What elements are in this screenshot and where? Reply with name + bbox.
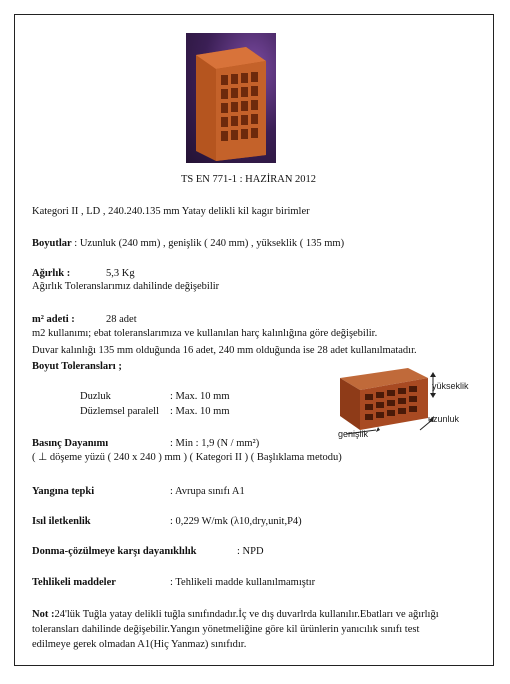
compression-value: : Min : 1,9 (N / mm²) (170, 438, 260, 449)
hazard-label: Tehlikeli maddeler (32, 577, 116, 588)
dimensions-line (32, 237, 344, 250)
parallel-value: : Max. 10 mm (170, 406, 230, 417)
count-line-2: Duvar kalınlığı 135 mm olduğunda 16 adet, 240 mm olduğunda ise 28 adet kullanılmatadır. (32, 345, 417, 356)
compression-detail: ( ⊥ döşeme yüzü ( 240 x 240 ) mm ) ( Kategori II ) ( Başlıklama metodu) (32, 452, 342, 463)
note-label: Not : (32, 609, 55, 620)
note-line-1 (32, 608, 439, 621)
freeze-label: Donma-çözülmeye karşı dayanıklılık (32, 546, 197, 557)
standard-title: TS EN 771-1 : HAZİRAN 2012 (181, 174, 317, 185)
weight-value: 5,3 Kg (106, 268, 135, 279)
height-label: yükseklik (432, 381, 469, 391)
note-line-3: edilmeye gerek olmadan A1(Hiç Yanmaz) sınıfıdır. (32, 639, 247, 650)
flatness-value: : Max. 10 mm (170, 391, 230, 402)
fire-value: : Avrupa sınıfı A1 (170, 486, 245, 497)
width-label: genişlik (338, 429, 369, 439)
dimensions-label: Boyutlar (32, 238, 72, 249)
category-line: Kategori II , LD , 240.240.135 mm Yatay delikli kil kagır birimler (32, 206, 310, 217)
length-label: uzunluk (428, 414, 460, 424)
thermal-value: : 0,229 W/mk (λ10,dry,unit,P4) (170, 516, 302, 527)
thermal-label: Isıl iletkenlik (32, 516, 91, 527)
note-line-2: toleransları dahilinde değişebilir.Yangın yönetmeliğine göre kil ürünlerin yanıcılık sınıfı test (32, 624, 420, 635)
weight-label: Ağırlık : (32, 268, 71, 279)
flatness-label: Duzluk (80, 391, 111, 402)
compression-label: Basınç Dayanımı (32, 438, 109, 449)
note-text-1: 24'lük Tuğla yatay delikli tuğla sınıfındadır.İç ve dış duvarlrda kullanılır.Ebatları ve ağırlığı (54, 609, 439, 620)
weight-note: Ağırlık Toleranslarımız dahilinde değişebilir (32, 281, 220, 292)
dimensions-text: : Uzunluk (240 mm) , genişlik ( 240 mm) , yükseklik ( 135 mm) (71, 238, 345, 249)
count-value: 28 adet (106, 314, 137, 325)
hazard-value: : Tehlikeli madde kullanılmamıştır (170, 577, 316, 588)
count-label: m² adeti : (32, 314, 75, 325)
parallel-label: Düzlemsel paralell (80, 406, 160, 417)
brick-photo (186, 33, 276, 163)
freeze-value: : NPD (237, 546, 264, 557)
tolerances-label: Boyut Toleransları ; (32, 361, 122, 372)
fire-label: Yangına tepki (32, 486, 95, 497)
count-line-1: m2 kullanımı; ebat toleranslarımıza ve kullanılan harç kalınlığına göre değişebilir. (32, 328, 378, 339)
